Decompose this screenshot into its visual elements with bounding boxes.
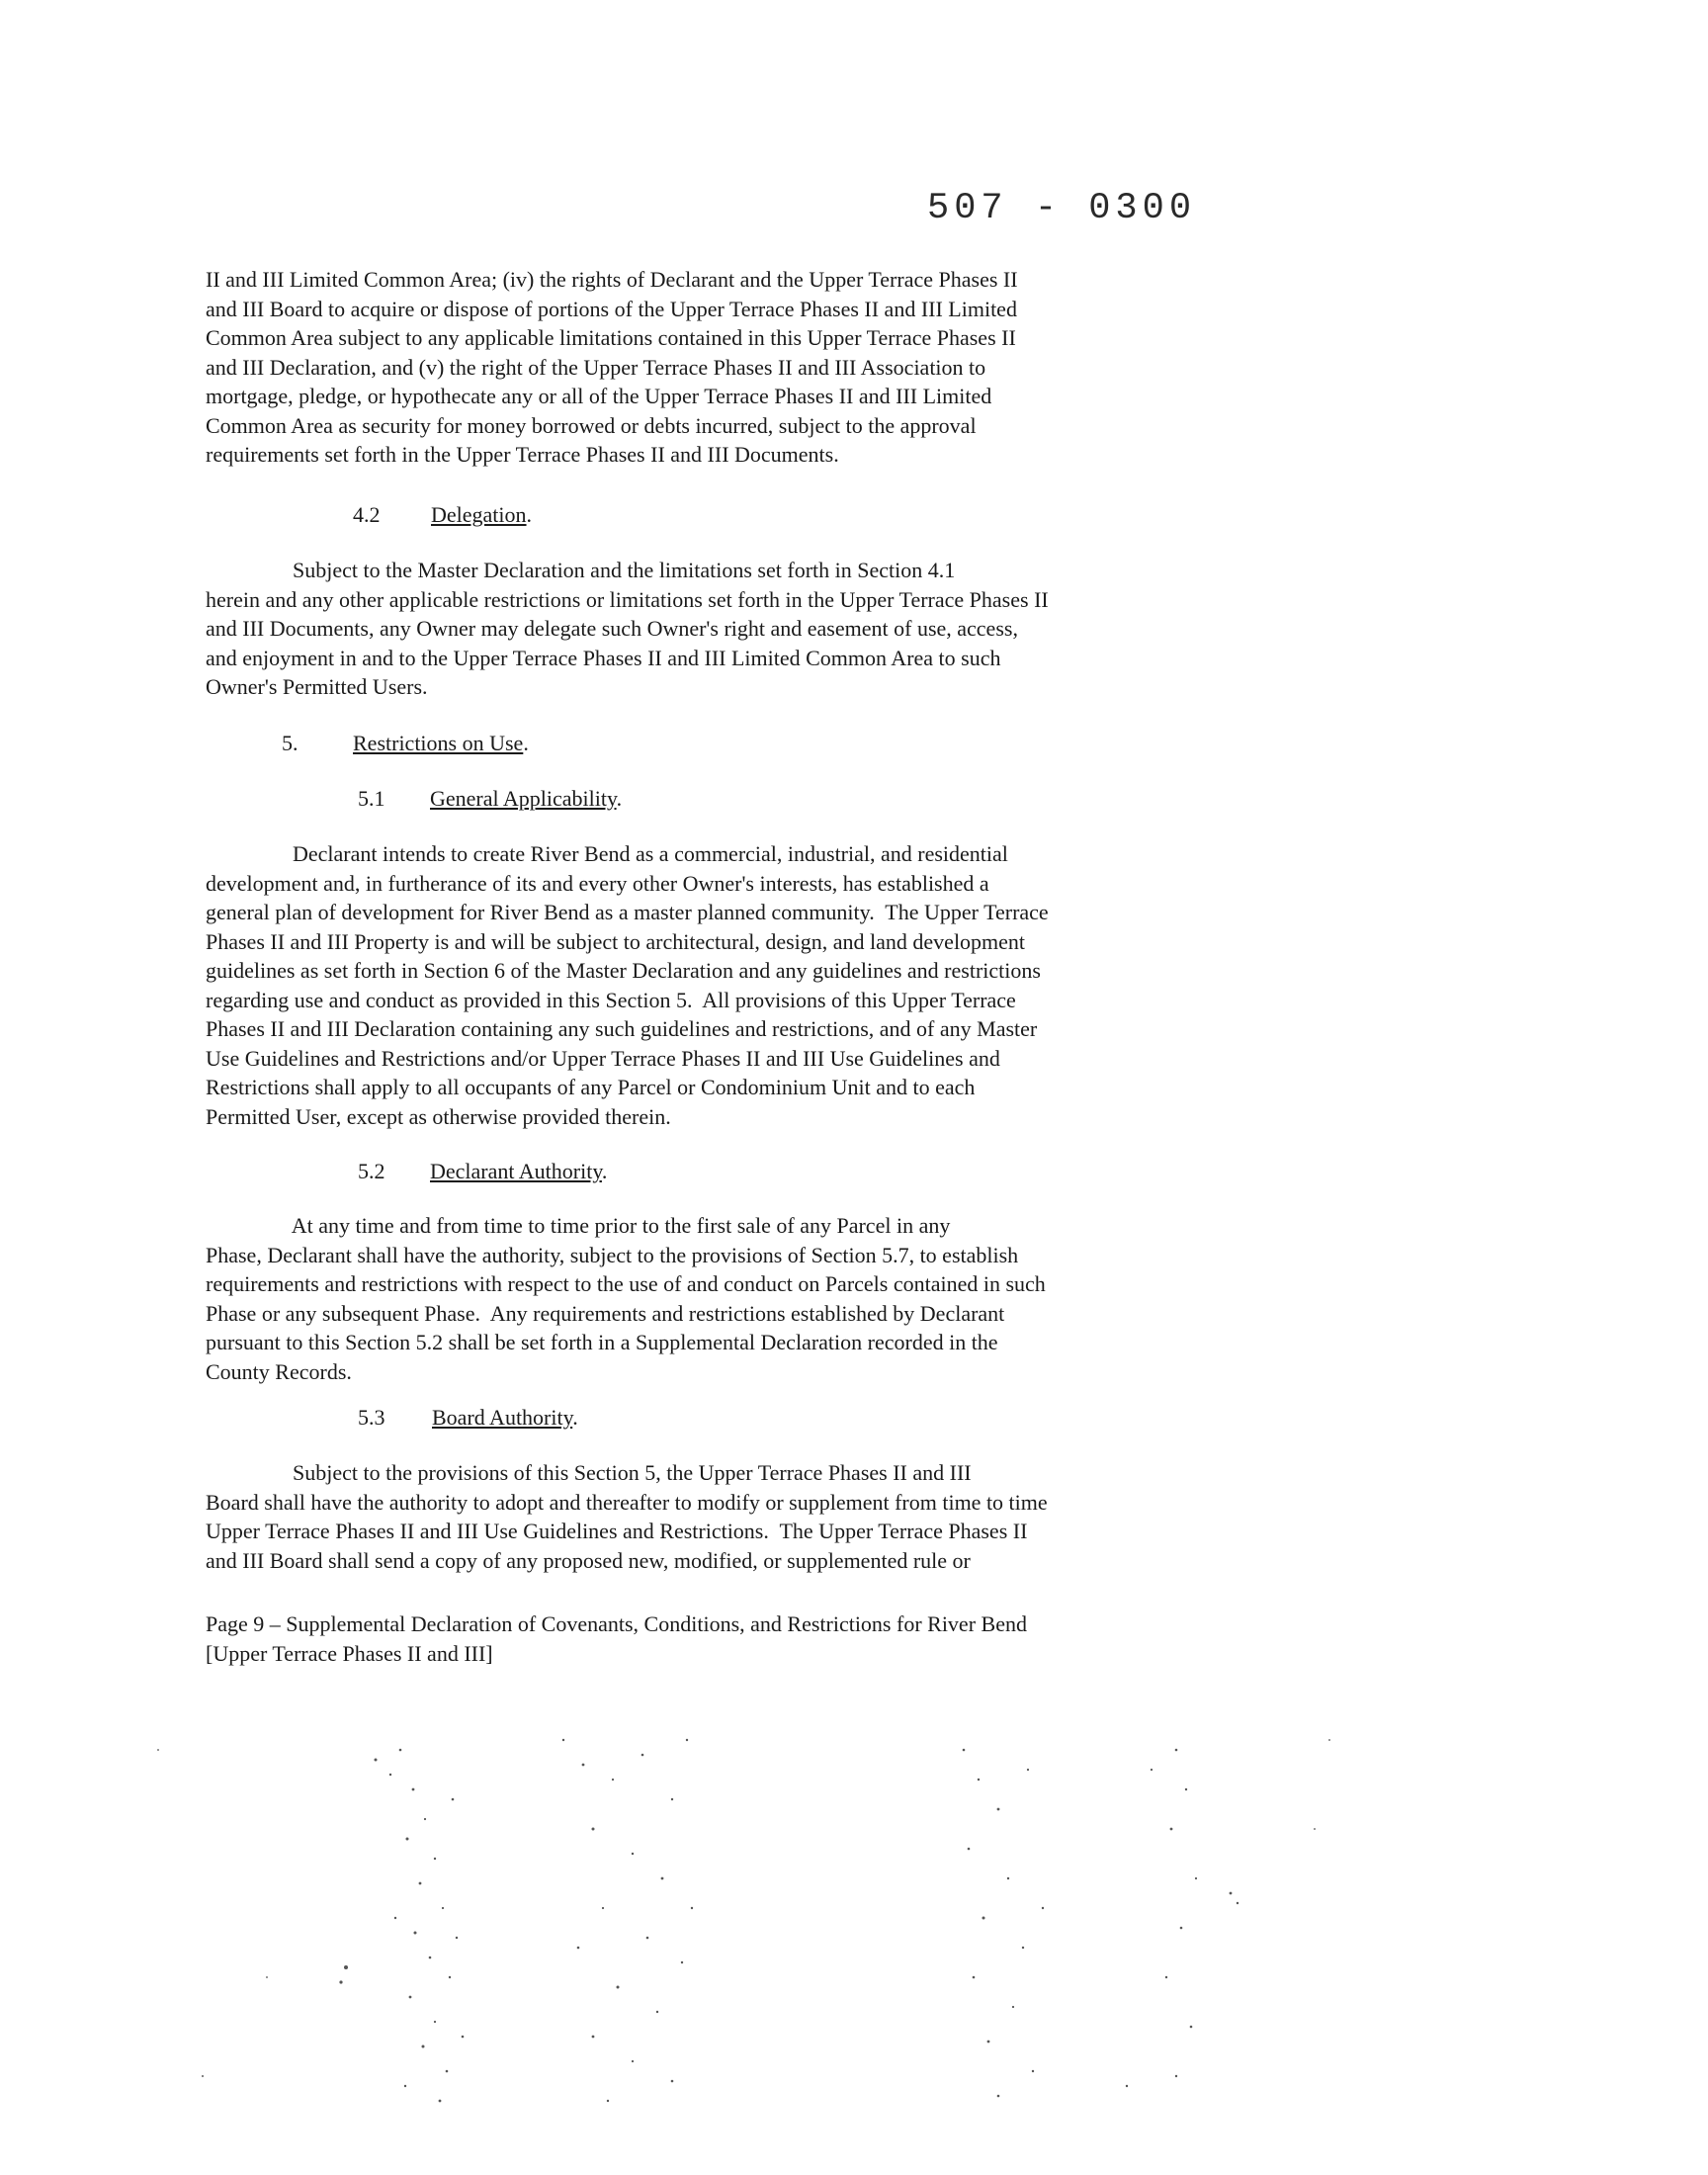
section-title: Delegation <box>431 502 527 527</box>
section-heading-5-2: 5.2 Declarant Authority. <box>358 1157 607 1186</box>
section-title: Declarant Authority <box>430 1159 602 1183</box>
recording-stamp: 507 - 0300 <box>927 188 1197 229</box>
speck-cluster-middle <box>562 1739 693 2102</box>
section-number: 5.3 <box>358 1405 385 1430</box>
section-heading-5-3: 5.3 Board Authority. <box>358 1403 578 1433</box>
continued-paragraph: II and III Limited Common Area; (iv) the rights of Declarant and the Upper Terrace Phases II and III Board to acquire or dispose of portions of the Upper Terrace Phases II and III Limited Common Area subject to any applicable limitations contained in this Upper Terrace Phases II and III Declaration, and (v) the right of the Upper Terrace Phases II and III Association to mortgage, pledge, or hypothecate any or all of the Upper Terrace Phases II and III Limited Common Area as security for money borrowed or debts incurred, subject to the approval requirements set forth in the Upper Terrace Phases II and III Documents. <box>206 267 1018 467</box>
section-4-2-paragraph: Subject to the Master Declaration and the limitations set forth in Section 4.1 herein and any other applicable restrictions or limitations set forth in the Upper Terrace Phases II and III Documents, any Owner may delegate such Owner's right and easement of use, access, and enjoyment in and to the Upper Terrace Phases II and III Limited Common Area to such Owner's Permitted Users. <box>206 558 1049 699</box>
section-number: 5.2 <box>358 1159 385 1183</box>
speck-cluster-right <box>963 1749 1239 2098</box>
section-5-1-paragraph: Declarant intends to create River Bend as a commercial, industrial, and residential development and, in furtherance of its and every other Owner's interests, has established a general plan of development for River Bend as a master planned community. The Upper Terrace Phases II and III Property is and will be subject to architectural, design, and land development guidelines as set forth in Section 6 of the Master Declaration and any guidelines and restrictions regarding use and conduct as provided in this Section 5. All provisions of this Upper Terrace Phases II and III Declaration containing any such guidelines and restrictions, and of any Master Use Guidelines and Restrictions and/or Upper Terrace Phases II and III Use Guidelines and Restrictions shall apply to all occupants of any Parcel or Condominium Unit and to each Permitted User, except as otherwise provided therein. <box>206 841 1049 1129</box>
speck-cluster-left <box>339 1749 464 2103</box>
section-number: 5. <box>282 731 299 755</box>
section-heading-5: 5. Restrictions on Use. <box>282 729 529 758</box>
section-title: Board Authority <box>432 1405 573 1430</box>
page-footer: Page 9 – Supplemental Declaration of Covenants, Conditions, and Restrictions for River Bend [Upper Terrace Phases II and III] <box>206 1611 1027 1666</box>
section-heading-5-1: 5.1 General Applicability. <box>358 784 622 814</box>
section-number: 4.2 <box>353 502 381 527</box>
section-number: 5.1 <box>358 786 385 811</box>
scan-noise <box>0 1681 1708 2126</box>
section-title: General Applicability <box>430 786 617 811</box>
section-heading-4-2: 4.2 Delegation. <box>353 500 532 530</box>
speck-stray <box>157 1739 1330 2077</box>
section-title: Restrictions on Use <box>353 731 524 755</box>
section-5-3-paragraph: Subject to the provisions of this Section 5, the Upper Terrace Phases II and III Board shall have the authority to adopt and thereafter to modify or supplement from time to time Upper Terrace Phases II and III Use Guidelines and Restrictions. The Upper Terrace Phases II and III Board shall send a copy of any proposed new, modified, or supplemented rule or <box>206 1460 1048 1573</box>
section-5-2-paragraph: At any time and from time to time prior to the first sale of any Parcel in any Phase, Declarant shall have the authority, subject to the provisions of Section 5.7, to establish requirements and restrictions with respect to the use of and conduct on Parcels contained in such Phase or any subsequent Phase. Any requirements and restrictions established by Declarant pursuant to this Section 5.2 shall be set forth in a Supplemental Declaration recorded in the County Records. <box>206 1213 1046 1384</box>
